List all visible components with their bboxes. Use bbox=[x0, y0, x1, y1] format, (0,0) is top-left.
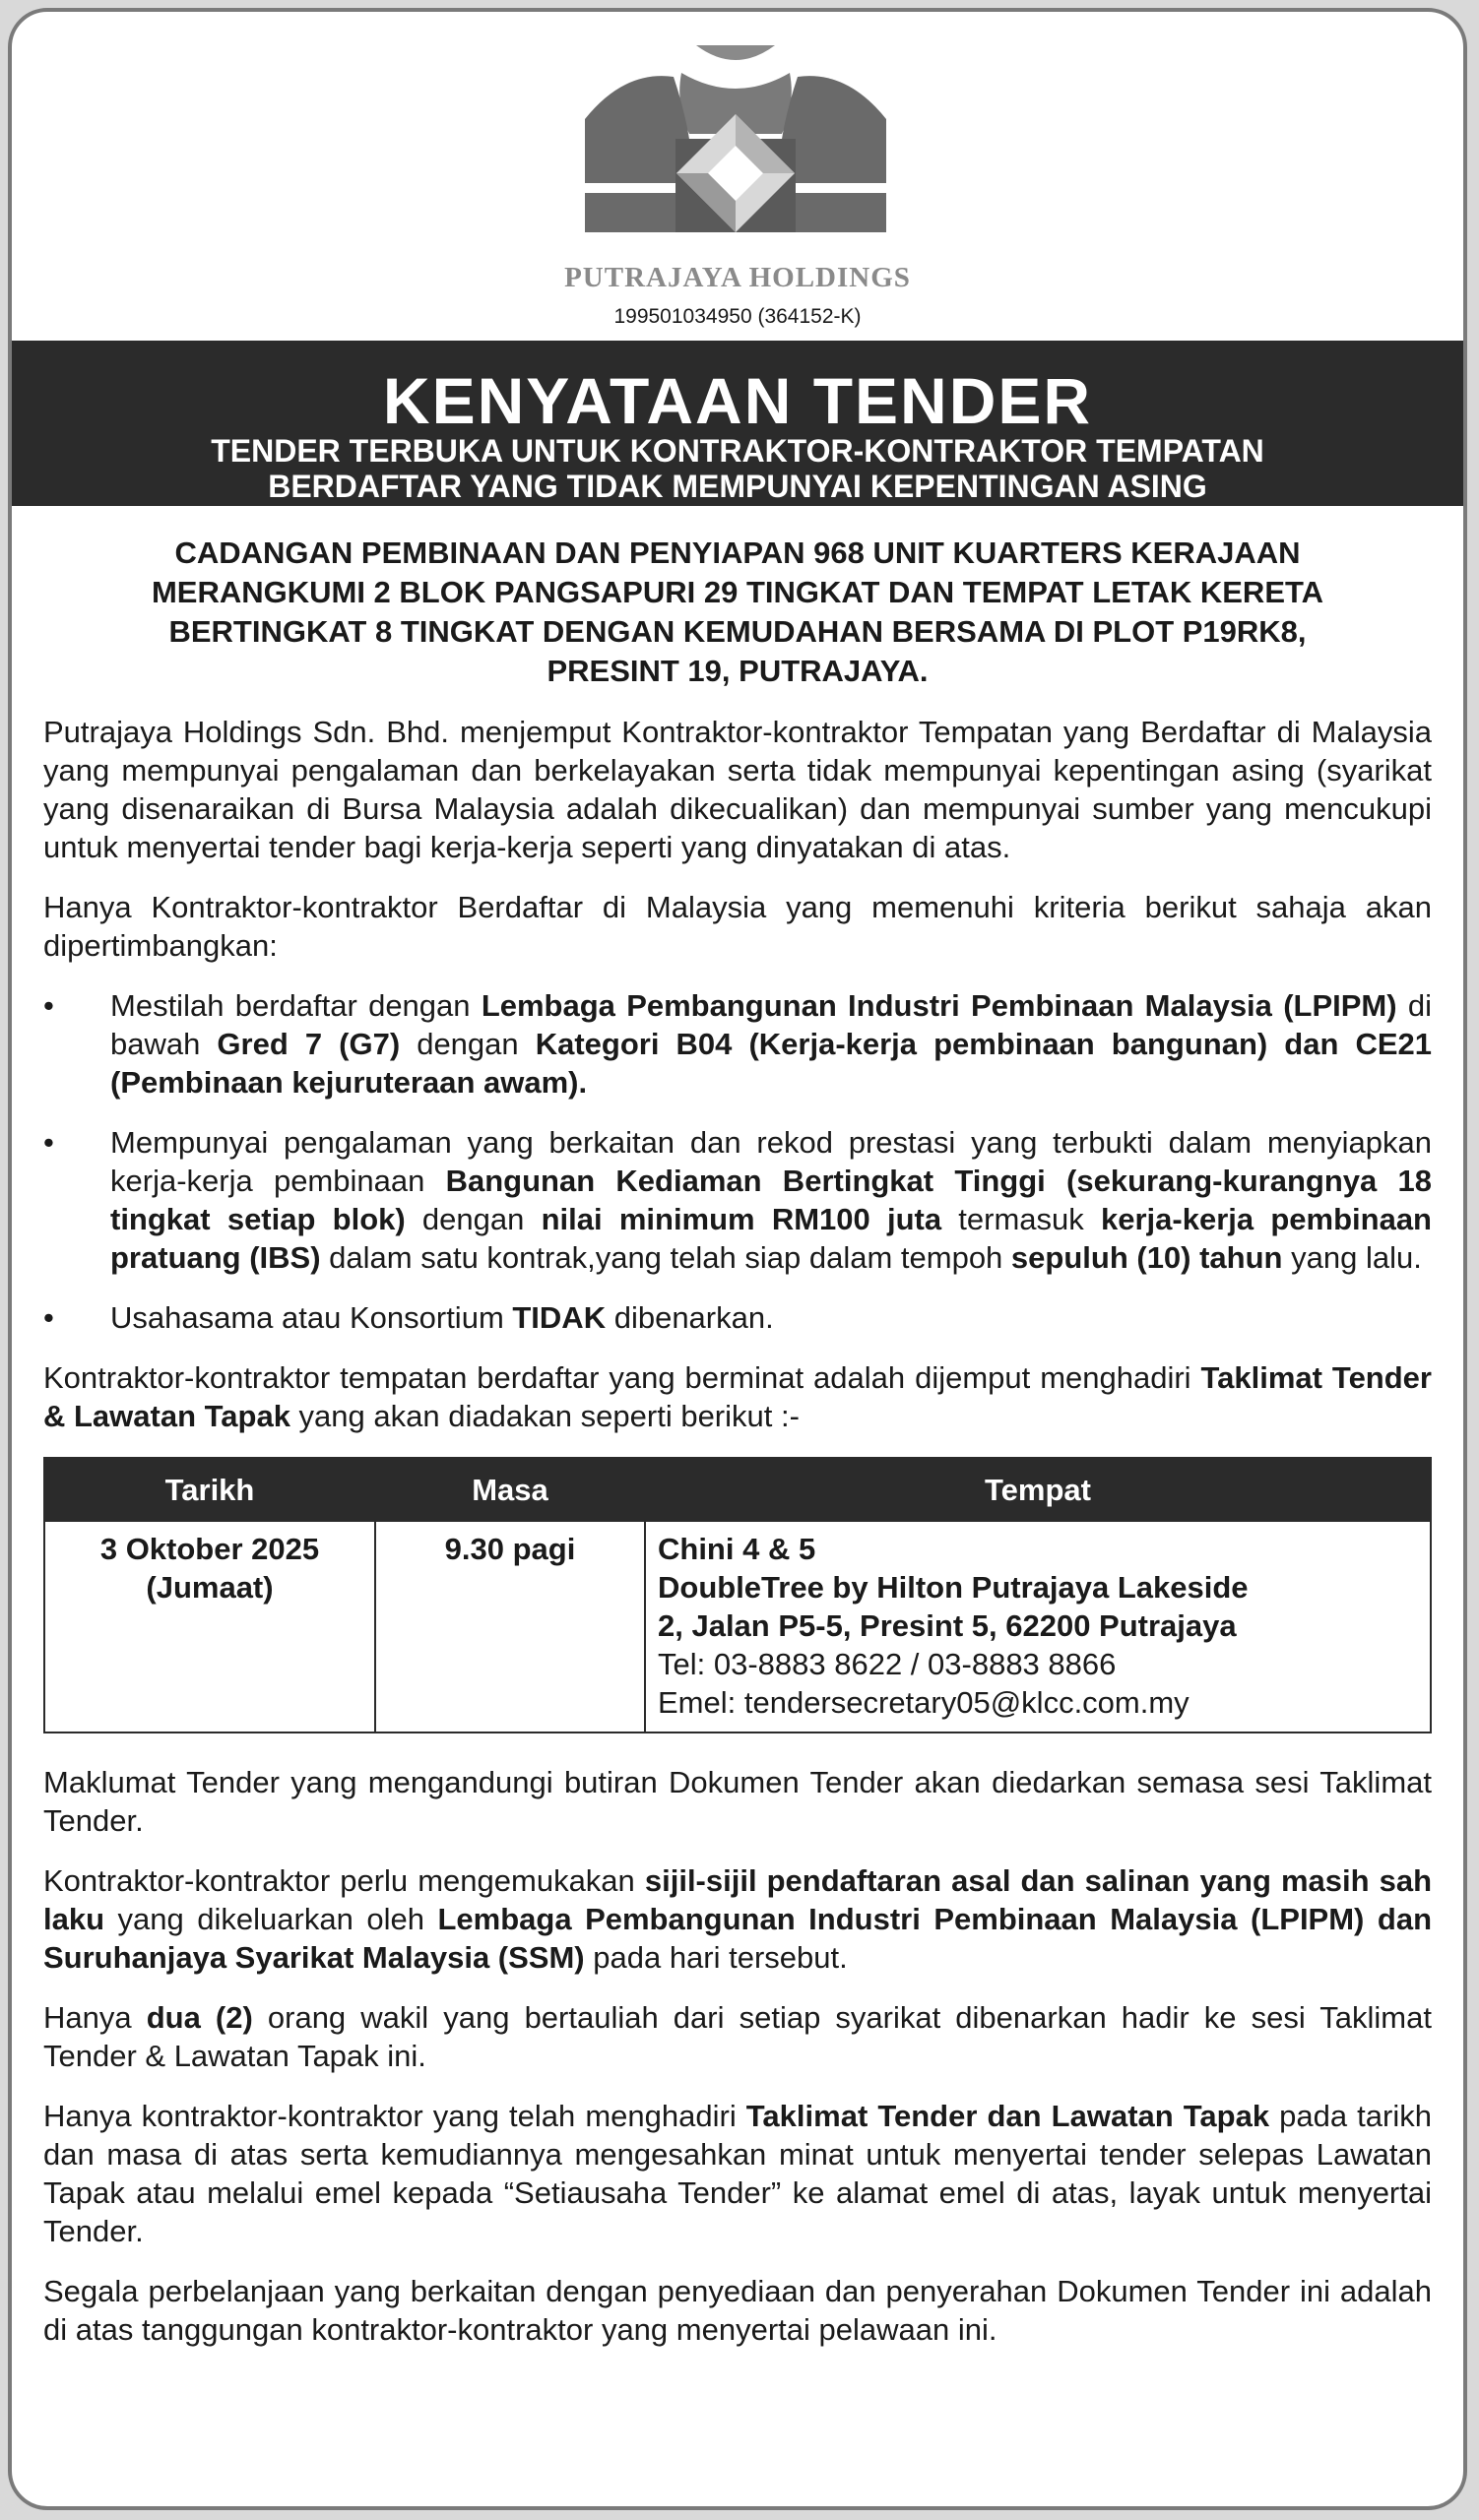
criteria-bold-text: TIDAK bbox=[512, 1300, 607, 1335]
briefing-date: 3 Oktober 2025 bbox=[99, 1532, 320, 1566]
invitation-text: yang akan diadakan seperti berikut :- bbox=[289, 1399, 800, 1433]
criteria-text: dengan bbox=[400, 1027, 536, 1061]
briefing-time-cell: 9.30 pagi bbox=[375, 1521, 645, 1732]
notice-content bbox=[43, 534, 1432, 2370]
project-title-line-4: PRESINT 19, PUTRAJAYA. bbox=[547, 654, 929, 688]
criteria-text: Mestilah berdaftar dengan bbox=[110, 988, 482, 1023]
project-title-line-3: BERTINGKAT 8 TINGKAT DENGAN KEMUDAHAN BERSAMA DI PLOT P19RK8, bbox=[168, 614, 1307, 649]
invitation-paragraph bbox=[43, 1358, 1432, 1435]
column-header-time: Masa bbox=[375, 1458, 645, 1521]
project-title bbox=[43, 534, 1432, 691]
table-header-row bbox=[44, 1458, 1431, 1521]
briefing-day: (Jumaat) bbox=[146, 1570, 274, 1605]
eligibility-paragraph bbox=[43, 2097, 1432, 2250]
criteria-text: termasuk bbox=[941, 1202, 1102, 1236]
company-registration-number: 199501034950 (364152-K) bbox=[613, 305, 862, 328]
company-name: PUTRAJAYA HOLDINGS bbox=[564, 262, 911, 293]
notice-subtitle-line-1: TENDER TERBUKA UNTUK KONTRAKTOR-KONTRAKTOR TEMPATAN bbox=[211, 433, 1264, 469]
documents-text: Kontraktor-kontraktor perlu mengemukakan bbox=[43, 1863, 645, 1898]
criteria-bold-text: kerja-kerja pembinaan pratuang (IBS) bbox=[110, 1202, 1432, 1275]
criteria-text: dalam satu kontrak,yang telah siap dalam tempoh bbox=[320, 1240, 1011, 1275]
project-title-line-2: MERANGKUMI 2 BLOK PANGSAPURI 29 TINGKAT DAN TEMPAT LETAK KERETA bbox=[151, 575, 1324, 609]
criteria-text: dibenarkan. bbox=[606, 1300, 774, 1335]
project-title-line-1: CADANGAN PEMBINAAN DAN PENYIAPAN 968 UNIT KUARTERS KERAJAAN bbox=[174, 536, 1301, 570]
bullet-marker: • bbox=[43, 1300, 54, 1335]
briefing-date-cell bbox=[44, 1521, 375, 1732]
venue-email: Emel: tendersecretary05@klcc.com.my bbox=[658, 1685, 1190, 1720]
invitation-text: Kontraktor-kontraktor tempatan berdaftar yang berminat adalah dijemput menghadiri bbox=[43, 1360, 1201, 1395]
criteria-text: Usahasama atau Konsortium bbox=[110, 1300, 513, 1335]
tender-notice-body bbox=[26, 26, 1449, 2492]
documents-paragraph bbox=[43, 1861, 1432, 1977]
representatives-text: Hanya bbox=[43, 2000, 147, 2035]
tender-notice-frame bbox=[8, 8, 1467, 2510]
criteria-text: di bawah bbox=[110, 988, 1432, 1061]
notice-subtitle-line-2: BERDAFTAR YANG TIDAK MEMPUNYAI KEPENTINGAN ASING bbox=[268, 469, 1207, 504]
documents-text: yang dikeluarkan oleh bbox=[104, 1902, 438, 1936]
criteria-item-consortium bbox=[43, 1298, 1432, 1337]
tender-info-paragraph: Maklumat Tender yang mengandungi butiran Dokumen Tender akan diedarkan semasa sesi Taklimat Tender. bbox=[43, 1765, 1432, 1838]
criteria-bold-text: nilai minimum RM100 juta bbox=[541, 1202, 942, 1236]
criteria-intro-paragraph: Hanya Kontraktor-kontraktor Berdaftar di Malaysia yang memenuhi kriteria berikut sahaja akan dipertimbangkan: bbox=[43, 890, 1432, 963]
column-header-date: Tarikh bbox=[44, 1458, 375, 1521]
eligibility-bold-text: Taklimat Tender dan Lawatan Tapak bbox=[745, 2099, 1270, 2133]
venue-address: 2, Jalan P5-5, Presint 5, 62200 Putrajaya bbox=[658, 1608, 1237, 1643]
documents-text: pada hari tersebut. bbox=[584, 1940, 848, 1975]
documents-bold-text: sijil-sijil pendaftaran asal dan salinan yang masih sah laku bbox=[43, 1863, 1433, 1936]
documents-bold-text: Lembaga Pembangunan Industri Pembinaan Malaysia (LPIPM) dan Suruhanjaya Syarikat Malaysia (SSM) bbox=[43, 1902, 1433, 1975]
invitation-bold-text: Taklimat Tender & Lawatan Tapak bbox=[43, 1360, 1432, 1433]
briefing-place-cell bbox=[645, 1521, 1431, 1732]
criteria-text: yang lalu. bbox=[1282, 1240, 1422, 1275]
briefing-schedule-table bbox=[43, 1457, 1432, 1733]
putrajaya-holdings-logo-icon bbox=[585, 45, 886, 232]
costs-paragraph: Segala perbelanjaan yang berkaitan dengan penyediaan dan penyerahan Dokumen Tender ini adalah di atas tanggungan kontraktor-kontraktor yang menyertai pelawaan ini. bbox=[43, 2274, 1432, 2347]
criteria-item-experience bbox=[43, 1123, 1432, 1277]
criteria-text: Mempunyai pengalaman yang berkaitan dan rekod prestasi yang terbukti dalam menyiapkan kerja-kerja pembinaan bbox=[110, 1125, 1432, 1198]
title-banner bbox=[12, 341, 1463, 506]
representatives-paragraph bbox=[43, 1998, 1432, 2075]
representatives-bold-text: dua (2) bbox=[146, 2000, 253, 2035]
column-header-place: Tempat bbox=[645, 1458, 1431, 1521]
table-row bbox=[44, 1521, 1431, 1732]
eligibility-text: pada tarikh dan masa di atas serta kemudiannya mengesahkan minat untuk menyertai tender selepas Lawatan Tapak atau melalui emel kepada “Setiausaha Tender” ke alamat emel di atas, layak untuk menyertai Tender. bbox=[43, 2099, 1432, 2248]
criteria-bold-text: sepuluh (10) tahun bbox=[1010, 1240, 1283, 1275]
intro-paragraph: Putrajaya Holdings Sdn. Bhd. menjemput Kontraktor-kontraktor Tempatan yang Berdaftar di Malaysia yang mempunyai pengalaman dan berkelayakan serta tidak mempunyai kepentingan asing (syarikat yang disenaraikan di Bursa Malaysia adalah dikecualikan) dan mempunyai sumber yang mencukupi untuk menyertai tender bagi kerja-kerja seperti yang dinyatakan di atas. bbox=[43, 715, 1432, 864]
bullet-marker: • bbox=[43, 1125, 54, 1160]
criteria-bold-text: Bangunan Kediaman Bertingkat Tinggi (sekurang-kurangnya 18 tingkat setiap blok) bbox=[110, 1164, 1432, 1236]
eligibility-text: Hanya kontraktor-kontraktor yang telah menghadiri bbox=[43, 2099, 746, 2133]
criteria-bold-text: Lembaga Pembangunan Industri Pembinaan Malaysia (LPIPM) bbox=[481, 988, 1397, 1023]
criteria-text: dengan bbox=[405, 1202, 542, 1236]
representatives-text: orang wakil yang bertauliah dari setiap syarikat dibenarkan hadir ke sesi Taklimat Tender & Lawatan Tapak ini. bbox=[43, 2000, 1432, 2073]
criteria-item-registration bbox=[43, 986, 1432, 1102]
bullet-marker: • bbox=[43, 988, 54, 1023]
criteria-bold-text: Gred 7 (G7) bbox=[217, 1027, 401, 1061]
venue-room: Chini 4 & 5 bbox=[658, 1532, 816, 1566]
notice-title: KENYATAAN TENDER bbox=[382, 364, 1093, 437]
notice-header bbox=[26, 26, 1449, 339]
venue-hotel: DoubleTree by Hilton Putrajaya Lakeside bbox=[658, 1570, 1249, 1605]
venue-telephone: Tel: 03-8883 8622 / 03-8883 8866 bbox=[658, 1647, 1117, 1681]
criteria-list bbox=[43, 986, 1432, 1337]
criteria-bold-text: Kategori B04 (Kerja-kerja pembinaan bangunan) dan CE21 (Pembinaan kejuruteraan awam). bbox=[110, 1027, 1433, 1100]
